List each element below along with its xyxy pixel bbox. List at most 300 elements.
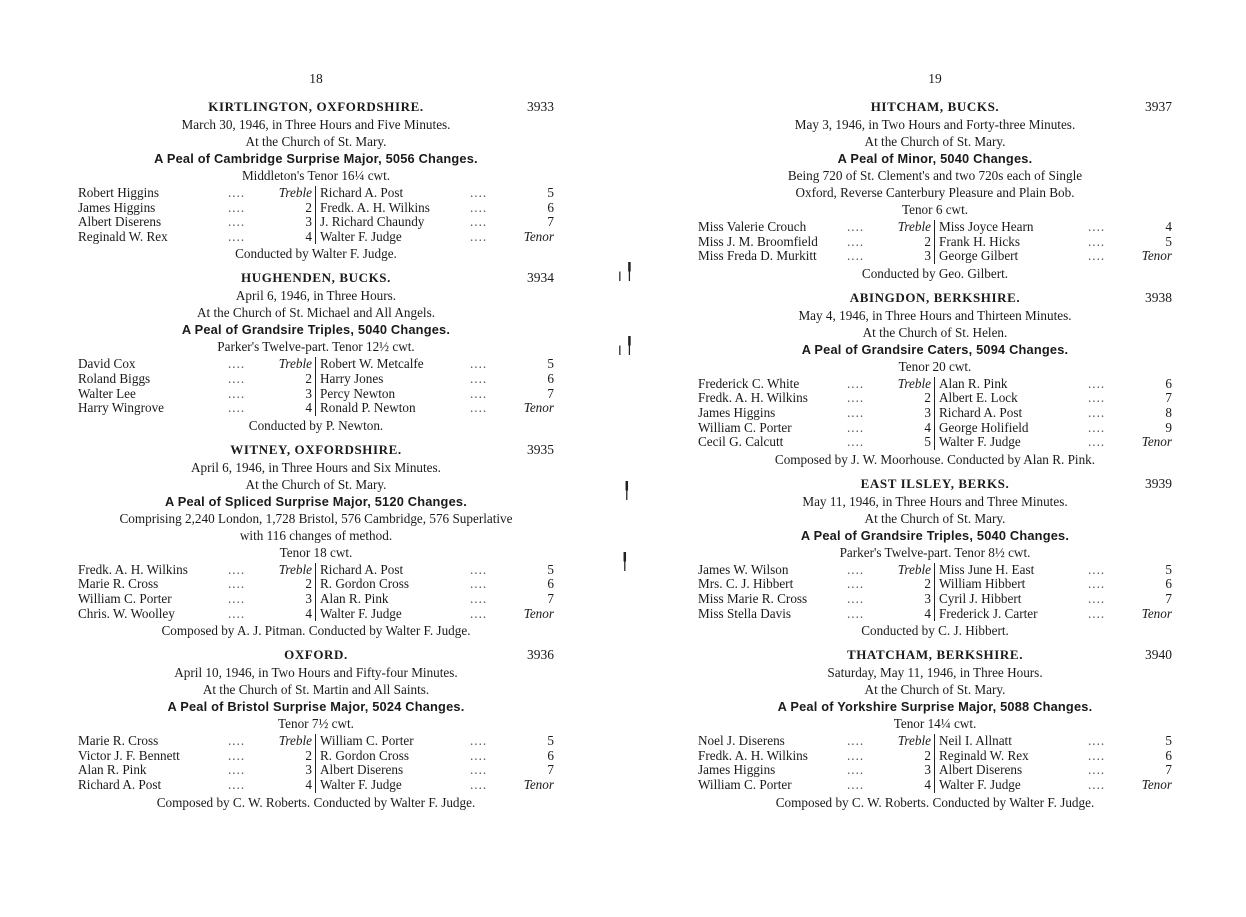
ringer-name: William C. Porter xyxy=(78,590,172,606)
bell-number: 7 xyxy=(547,762,554,778)
leader-dots: .... xyxy=(228,762,246,778)
ringer-row xyxy=(78,563,312,578)
ringer-table xyxy=(698,220,1172,264)
leader-dots: .... xyxy=(470,385,488,401)
bell-number: 6 xyxy=(1165,375,1172,391)
peal-church: At the Church of St. Martin and All Saints. xyxy=(202,682,430,698)
peal-place: ABINGDON, BERKSHIRE. xyxy=(849,289,1021,305)
peal-conductor: Composed by A. J. Pitman. Conducted by Walter F. Judge. xyxy=(161,623,471,639)
ringer-name: Walter F. Judge xyxy=(320,228,402,244)
ringer-name: Albert Diserens xyxy=(320,762,404,778)
peal-date: Saturday, May 11, 1946, in Three Hours. xyxy=(827,665,1043,681)
ringer-table xyxy=(698,377,1172,450)
peal-number: 3933 xyxy=(527,99,554,114)
ringer-row xyxy=(320,734,554,749)
ringer-column-right xyxy=(316,563,554,621)
ringer-row xyxy=(698,377,931,392)
bell-number: 4 xyxy=(924,605,931,621)
ringer-row xyxy=(698,763,931,778)
bell-number: Tenor xyxy=(523,228,554,244)
ringer-row xyxy=(320,763,554,778)
ringer-name: Walter F. Judge xyxy=(320,776,402,792)
ringer-name: Alan R. Pink xyxy=(320,590,389,606)
leader-dots: .... xyxy=(470,561,488,577)
bell-number: 9 xyxy=(1165,419,1172,435)
peal-conductor: Conducted by Walter F. Judge. xyxy=(235,246,397,262)
ringer-row xyxy=(939,235,1172,250)
ringer-name: Miss Stella Davis xyxy=(698,605,792,621)
ringer-row xyxy=(78,592,312,607)
bell-number: 6 xyxy=(547,747,554,763)
peal-place: KIRTLINGTON, OXFORDSHIRE. xyxy=(208,99,424,114)
bell-number: 3 xyxy=(924,762,931,778)
peal-conductor: Composed by C. W. Roberts. Conducted by Walter F. Judge. xyxy=(775,794,1095,810)
leader-dots: .... xyxy=(228,776,246,792)
peal-note: with 116 changes of method. xyxy=(239,527,393,543)
bell-number: 6 xyxy=(547,576,554,592)
ringer-table xyxy=(78,734,554,792)
ringer-name: Walter F. Judge xyxy=(939,434,1021,450)
peal-church: At the Church of St. Mary. xyxy=(245,134,387,149)
ringer-row xyxy=(939,249,1172,264)
ringer-name: Cyril J. Hibbert xyxy=(939,590,1022,606)
peal-heading xyxy=(78,441,554,459)
bell-number: 5 xyxy=(1165,733,1172,749)
peal-conductor: Conducted by Geo. Gilbert. xyxy=(861,265,1009,281)
leader-dots: .... xyxy=(1088,747,1106,763)
peal-place: OXFORD. xyxy=(284,647,348,663)
peal-heading xyxy=(698,289,1172,307)
page-number: 19 xyxy=(928,71,942,86)
ringer-column-right xyxy=(316,357,554,415)
peal-church: At the Church of St. Mary. xyxy=(864,510,1006,526)
leader-dots: .... xyxy=(1088,233,1106,249)
peal-heading xyxy=(698,646,1172,664)
ringer-column-right xyxy=(316,734,554,792)
ringer-name: Mrs. C. J. Hibbert xyxy=(698,576,794,592)
leader-dots: .... xyxy=(228,185,246,200)
ringer-name: Miss Freda D. Murkitt xyxy=(698,248,817,264)
bell-number: 3 xyxy=(305,590,312,606)
leader-dots: .... xyxy=(470,356,488,372)
ringer-name: Neil I. Allnatt xyxy=(939,733,1012,749)
bell-number: 4 xyxy=(305,400,312,416)
ringer-row xyxy=(698,235,931,250)
peal-note: Tenor 18 cwt. xyxy=(279,544,353,560)
ringer-column-left xyxy=(698,563,935,621)
bell-number: Tenor xyxy=(523,776,554,792)
peal-note: Parker's Twelve-part. Tenor 12½ cwt. xyxy=(217,339,415,355)
leader-dots: .... xyxy=(228,576,246,592)
peal-place: WITNEY, OXFORDSHIRE. xyxy=(230,441,402,457)
peal-heading xyxy=(698,475,1172,493)
peal-conductor: Composed by C. W. Roberts. Conducted by Walter F. Judge. xyxy=(156,794,476,810)
peal-date: April 6, 1946, in Three Hours. xyxy=(235,288,397,304)
ringer-row xyxy=(939,377,1172,392)
leader-dots: .... xyxy=(228,214,246,230)
ringer-name: Roland Biggs xyxy=(78,370,151,386)
leader-dots: .... xyxy=(847,590,865,606)
peal-record xyxy=(78,646,554,811)
ringer-row xyxy=(939,577,1172,592)
peal-conductor: Conducted by C. J. Hibbert. xyxy=(861,623,1009,639)
peal-note: Tenor 7½ cwt. xyxy=(278,716,354,732)
leader-dots: .... xyxy=(1088,762,1106,778)
ringer-column-left xyxy=(698,377,935,450)
ringer-name: Ronald P. Newton xyxy=(320,400,416,416)
ringer-name: James Higgins xyxy=(698,404,776,420)
leader-dots: .... xyxy=(847,390,865,406)
ringer-name: James Higgins xyxy=(78,199,156,215)
peal-record xyxy=(698,646,1172,811)
peal-number: 3935 xyxy=(527,441,554,457)
peal-heading xyxy=(78,98,554,116)
leader-dots: .... xyxy=(228,385,246,401)
leader-dots: .... xyxy=(228,370,246,386)
peal-place: HUGHENDEN, BUCKS. xyxy=(241,270,391,286)
ringer-row xyxy=(78,577,312,592)
ringer-name: Richard A. Post xyxy=(320,185,404,200)
peal-number: 3936 xyxy=(527,647,554,663)
bell-number: Tenor xyxy=(1141,248,1172,264)
bell-number: 2 xyxy=(924,747,931,763)
ringer-row xyxy=(320,607,554,622)
ringer-name: Fredk. A. H. Wilkins xyxy=(320,199,430,215)
ringer-name: George Holifield xyxy=(939,419,1029,435)
bell-number: Treble xyxy=(897,733,931,749)
bell-number: Treble xyxy=(278,561,312,577)
bell-number: 6 xyxy=(1165,576,1172,592)
ringer-name: Fredk. A. H. Wilkins xyxy=(698,747,808,763)
ringer-row xyxy=(78,734,312,749)
ringer-column-right xyxy=(935,220,1172,264)
peal-heading xyxy=(78,269,554,287)
peal-title: A Peal of Yorkshire Surprise Major, 5088 Changes. xyxy=(777,699,1093,715)
leader-dots: .... xyxy=(228,228,246,244)
bell-number: 2 xyxy=(924,390,931,406)
peal-date: May 11, 1946, in Three Hours and Three Minutes. xyxy=(802,493,1068,509)
leader-dots: .... xyxy=(1088,419,1106,435)
bell-number: Treble xyxy=(897,375,931,391)
peal-note: Parker's Twelve-part. Tenor 8½ cwt. xyxy=(839,544,1031,560)
peal-heading xyxy=(698,98,1172,116)
gutter-mark: ╿ xyxy=(620,554,630,571)
ringer-row xyxy=(939,749,1172,764)
ringer-name: Richard A. Post xyxy=(78,776,162,792)
peal-number: 3940 xyxy=(1145,647,1172,663)
peal-record xyxy=(78,98,554,263)
ringer-row xyxy=(78,357,312,372)
ringer-name: Cecil G. Calcutt xyxy=(698,434,784,450)
page-number: 18 xyxy=(309,71,323,86)
ringer-row xyxy=(78,387,312,402)
peal-title: A Peal of Grandsire Triples, 5040 Changes. xyxy=(800,527,1070,543)
ringer-name: Albert Diserens xyxy=(78,214,162,230)
ringer-name: Victor J. F. Bennett xyxy=(78,747,180,763)
peal-title: A Peal of Grandsire Triples, 5040 Changes. xyxy=(181,322,451,338)
ringer-row xyxy=(320,577,554,592)
ringer-row xyxy=(78,763,312,778)
bell-number: 5 xyxy=(547,561,554,577)
gutter-mark: ╷╿ xyxy=(615,264,635,281)
ringer-row xyxy=(698,778,931,793)
ringer-row xyxy=(78,607,312,622)
peal-number: 3937 xyxy=(1145,99,1172,114)
ringer-row xyxy=(698,249,931,264)
leader-dots: .... xyxy=(847,733,865,749)
bell-number: Treble xyxy=(897,219,931,234)
peal-church: At the Church of St. Helen. xyxy=(862,324,1008,340)
leader-dots: .... xyxy=(1088,576,1106,592)
ringer-row xyxy=(939,778,1172,793)
bell-number: 4 xyxy=(305,776,312,792)
bell-number: 4 xyxy=(305,605,312,621)
leader-dots: .... xyxy=(847,375,865,391)
leader-dots: .... xyxy=(1088,390,1106,406)
ringer-row xyxy=(320,592,554,607)
peal-date: April 10, 1946, in Two Hours and Fifty-four Minutes. xyxy=(174,665,458,681)
bell-number: Treble xyxy=(278,185,312,200)
bell-number: 8 xyxy=(1165,404,1172,420)
gutter-mark: ╷╿ xyxy=(615,338,635,355)
ringer-row xyxy=(698,220,931,235)
ringer-name: Fredk. A. H. Wilkins xyxy=(698,390,808,406)
peal-date: April 6, 1946, in Three Hours and Six Minutes. xyxy=(191,459,441,475)
ringer-name: Walter F. Judge xyxy=(320,605,402,621)
ringer-name: William C. Porter xyxy=(698,419,792,435)
peal-note: Tenor 20 cwt. xyxy=(898,358,972,374)
peal-list xyxy=(78,98,554,818)
ringer-row xyxy=(320,778,554,793)
ringer-row xyxy=(320,401,554,416)
ringer-name: Chris. W. Woolley xyxy=(78,605,175,621)
bell-number: Treble xyxy=(278,733,312,749)
ringer-name: Reginald W. Rex xyxy=(939,747,1029,763)
bell-number: Treble xyxy=(897,561,931,577)
leader-dots: .... xyxy=(470,776,488,792)
peal-conductor: Composed by J. W. Moorhouse. Conducted by Alan R. Pink. xyxy=(774,451,1096,467)
ringer-column-right xyxy=(935,734,1172,792)
ringer-row xyxy=(698,563,931,578)
leader-dots: .... xyxy=(228,199,246,215)
peal-church: At the Church of St. Mary. xyxy=(245,476,387,492)
ringer-table xyxy=(698,563,1172,621)
bell-number: 6 xyxy=(547,370,554,386)
ringer-name: Miss Joyce Hearn xyxy=(939,219,1034,234)
ringer-name: Alan R. Pink xyxy=(78,762,147,778)
ringer-column-left xyxy=(78,734,316,792)
bell-number: 2 xyxy=(924,576,931,592)
leader-dots: .... xyxy=(470,185,488,200)
leader-dots: .... xyxy=(847,219,865,234)
ringer-name: Percy Newton xyxy=(320,385,396,401)
peal-record xyxy=(698,289,1172,469)
ringer-name: Richard A. Post xyxy=(320,561,404,577)
ringer-table xyxy=(78,563,554,621)
leader-dots: .... xyxy=(470,214,488,230)
ringer-row xyxy=(939,220,1172,235)
ringer-table xyxy=(698,734,1172,792)
leader-dots: .... xyxy=(1088,248,1106,264)
leader-dots: .... xyxy=(1088,375,1106,391)
ringer-column-left xyxy=(698,734,935,792)
ringer-name: Noel J. Diserens xyxy=(698,733,785,749)
leader-dots: .... xyxy=(1088,561,1106,577)
peal-record xyxy=(698,98,1172,283)
peal-note: Comprising 2,240 London, 1,728 Bristol, 576 Cambridge, 576 Superlative xyxy=(119,510,513,526)
bell-number: 5 xyxy=(1165,561,1172,577)
leader-dots: .... xyxy=(470,199,488,215)
peal-title: A Peal of Spliced Surprise Major, 5120 Changes. xyxy=(165,493,467,509)
ringer-name: Miss Marie R. Cross xyxy=(698,590,808,606)
ringer-row xyxy=(939,607,1172,622)
ringer-name: Miss Valerie Crouch xyxy=(698,219,807,234)
ringer-column-right xyxy=(935,563,1172,621)
leader-dots: .... xyxy=(470,576,488,592)
ringer-row xyxy=(698,577,931,592)
leader-dots: .... xyxy=(470,370,488,386)
leader-dots: .... xyxy=(1088,605,1106,621)
ringer-name: J. Richard Chaundy xyxy=(320,214,425,230)
bell-number: 3 xyxy=(305,385,312,401)
bell-number: 2 xyxy=(924,233,931,249)
bell-number: 7 xyxy=(547,385,554,401)
leader-dots: .... xyxy=(228,356,246,372)
ringer-name: William Hibbert xyxy=(939,576,1026,592)
ringer-name: David Cox xyxy=(78,356,136,372)
peal-record xyxy=(698,475,1172,640)
peal-church: At the Church of St. Mary. xyxy=(864,134,1006,149)
ringer-row xyxy=(78,778,312,793)
leader-dots: .... xyxy=(228,561,246,577)
leader-dots: .... xyxy=(847,747,865,763)
leader-dots: .... xyxy=(228,605,246,621)
bell-number: 3 xyxy=(924,590,931,606)
ringer-column-right xyxy=(935,377,1172,450)
leader-dots: .... xyxy=(847,419,865,435)
ringer-column-left xyxy=(78,186,316,244)
ringer-row xyxy=(78,186,312,201)
right-page xyxy=(698,0,1172,917)
leader-dots: .... xyxy=(847,233,865,249)
bell-number: 7 xyxy=(1165,390,1172,406)
ringer-row xyxy=(78,749,312,764)
peal-church: At the Church of St. Mary. xyxy=(864,682,1006,698)
bell-number: 4 xyxy=(305,228,312,244)
ringer-row xyxy=(320,357,554,372)
leader-dots: .... xyxy=(847,576,865,592)
ringer-name: James W. Wilson xyxy=(698,561,789,577)
peal-note: Oxford, Reverse Canterbury Pleasure and Plain Bob. xyxy=(795,185,1075,200)
ringer-row xyxy=(320,186,554,201)
leader-dots: .... xyxy=(1088,590,1106,606)
ringer-row xyxy=(698,435,931,450)
ringer-row xyxy=(320,215,554,230)
ringer-name: William C. Porter xyxy=(698,776,792,792)
bell-number: 3 xyxy=(924,404,931,420)
ringer-name: Albert Diserens xyxy=(939,762,1023,778)
ringer-row xyxy=(78,230,312,245)
bell-number: 5 xyxy=(547,356,554,372)
bell-number: Tenor xyxy=(1141,605,1172,621)
ringer-row xyxy=(698,734,931,749)
ringer-row xyxy=(320,749,554,764)
leader-dots: .... xyxy=(847,776,865,792)
leader-dots: .... xyxy=(1088,733,1106,749)
ringer-row xyxy=(939,421,1172,436)
ringer-row xyxy=(939,763,1172,778)
ringer-name: Harry Jones xyxy=(320,370,384,386)
ringer-row xyxy=(939,435,1172,450)
peal-list xyxy=(698,98,1172,818)
peal-place: EAST ILSLEY, BERKS. xyxy=(860,475,1010,491)
ringer-name: William C. Porter xyxy=(320,733,414,749)
peal-heading xyxy=(78,646,554,664)
bell-number: 4 xyxy=(924,776,931,792)
bell-number: 7 xyxy=(1165,590,1172,606)
leader-dots: .... xyxy=(470,733,488,749)
leader-dots: .... xyxy=(847,434,865,450)
peal-conductor: Conducted by P. Newton. xyxy=(248,417,384,433)
bell-number: Treble xyxy=(278,356,312,372)
ringer-row xyxy=(320,563,554,578)
gutter-mark: ╿ xyxy=(622,483,632,500)
ringer-row xyxy=(698,607,931,622)
ringer-row xyxy=(320,201,554,216)
leader-dots: .... xyxy=(470,590,488,606)
bell-number: 4 xyxy=(1165,219,1172,234)
bell-number: 6 xyxy=(547,199,554,215)
ringer-name: Alan R. Pink xyxy=(939,375,1008,391)
peal-number: 3934 xyxy=(527,270,554,286)
leader-dots: .... xyxy=(228,590,246,606)
ringer-name: Marie R. Cross xyxy=(78,733,159,749)
ringer-row xyxy=(698,592,931,607)
peal-number: 3939 xyxy=(1145,475,1172,491)
ringer-row xyxy=(320,387,554,402)
leader-dots: .... xyxy=(470,762,488,778)
leader-dots: .... xyxy=(470,747,488,763)
left-page xyxy=(78,0,554,917)
ringer-name: R. Gordon Cross xyxy=(320,576,410,592)
leader-dots: .... xyxy=(847,404,865,420)
bell-number: 2 xyxy=(305,576,312,592)
bell-number: 3 xyxy=(924,248,931,264)
ringer-column-left xyxy=(698,220,935,264)
bell-number: Tenor xyxy=(1141,776,1172,792)
bell-number: 7 xyxy=(1165,762,1172,778)
leader-dots: .... xyxy=(847,248,865,264)
bell-number: 2 xyxy=(305,199,312,215)
bell-number: 3 xyxy=(305,214,312,230)
peal-church: At the Church of St. Michael and All Angels. xyxy=(196,305,436,321)
ringer-table xyxy=(78,357,554,415)
bell-number: 5 xyxy=(547,185,554,200)
ringer-name: Harry Wingrove xyxy=(78,400,165,416)
peal-note: Middleton's Tenor 16¼ cwt. xyxy=(241,168,391,183)
leader-dots: .... xyxy=(1088,776,1106,792)
ringer-column-right xyxy=(316,186,554,244)
bell-number: 3 xyxy=(305,762,312,778)
ringer-row xyxy=(320,372,554,387)
ringer-row xyxy=(939,734,1172,749)
ringer-name: Frank H. Hicks xyxy=(939,233,1020,249)
leader-dots: .... xyxy=(228,400,246,416)
bell-number: Tenor xyxy=(1141,434,1172,450)
ringer-row xyxy=(939,406,1172,421)
bell-number: 6 xyxy=(1165,747,1172,763)
leader-dots: .... xyxy=(847,762,865,778)
